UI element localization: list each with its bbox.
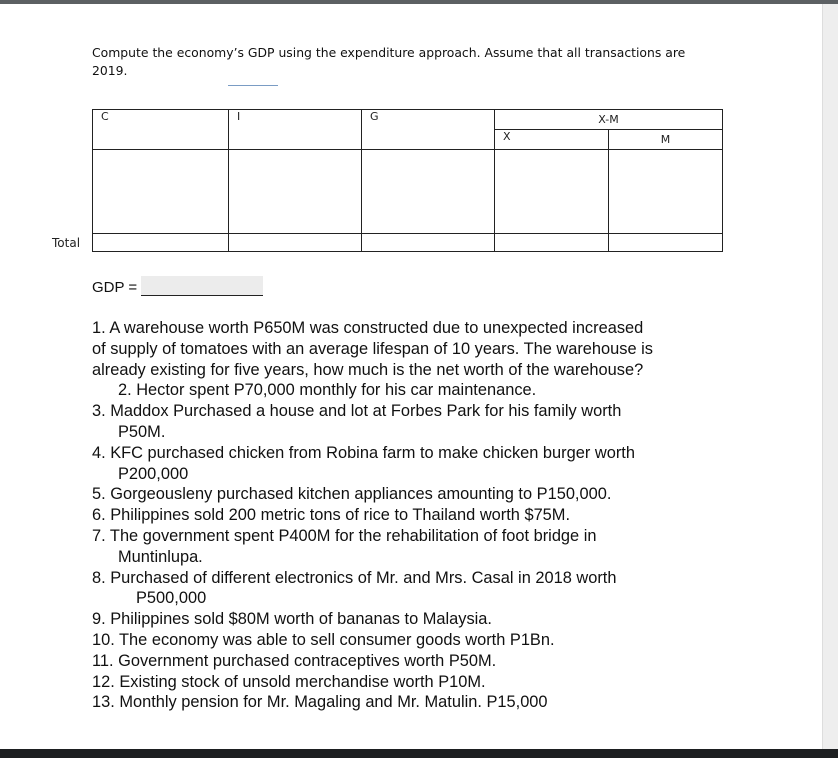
cell-g[interactable] — [362, 150, 495, 234]
header-x-minus-m: X-M — [495, 110, 723, 130]
total-i[interactable] — [229, 234, 362, 252]
problem-line: already existing for five years, how much is the net worth of the warehouse? — [92, 360, 644, 379]
gdp-label: GDP = — [92, 279, 138, 296]
right-scroll-gutter[interactable] — [822, 4, 838, 749]
cell-c[interactable] — [93, 150, 229, 234]
instruction-line-2: 2019. — [92, 63, 128, 78]
cell-x[interactable] — [495, 150, 609, 234]
header-m: M — [609, 130, 723, 150]
problem-line: 10. The economy was able to sell consumer goods worth P1Bn. — [92, 630, 555, 649]
header-i: I — [229, 110, 362, 150]
problem-line: 4. KFC purchased chicken from Robina farm to make chicken burger worth — [92, 443, 635, 462]
problem-line: 2. Hector spent P70,000 monthly for his car maintenance. — [118, 381, 537, 400]
instruction-text — [92, 44, 752, 80]
problem-line: 6. Philippines sold 200 metric tons of rice to Thailand worth $75M. — [92, 506, 571, 525]
problem-line: 9. Philippines sold $80M worth of bananas to Malaysia. — [92, 610, 492, 629]
problem-line: P50M. — [118, 422, 166, 441]
problem-line: 7. The government spent P400M for the rehabilitation of foot bridge in — [92, 526, 597, 545]
header-g: G — [362, 110, 495, 150]
problem-line: of supply of tomatoes with an average lifespan of 10 years. The warehouse is — [92, 339, 653, 358]
gdp-expenditure-table — [92, 109, 723, 252]
total-g[interactable] — [362, 234, 495, 252]
problem-line: 12. Existing stock of unsold merchandise worth P10M. — [92, 672, 486, 691]
problem-line: 3. Maddox Purchased a house and lot at Forbes Park for his family worth — [92, 402, 622, 421]
total-row-label: Total — [52, 236, 81, 250]
total-c[interactable] — [93, 234, 229, 252]
header-c: C — [93, 110, 229, 150]
gdp-answer-blank[interactable] — [141, 276, 263, 296]
total-m[interactable] — [609, 234, 723, 252]
bottom-border — [0, 749, 838, 758]
blue-underline-mark — [228, 85, 278, 86]
total-x[interactable] — [495, 234, 609, 252]
problem-line: Muntinlupa. — [118, 547, 203, 566]
problem-line: 1. A warehouse worth P650M was constructed due to unexpected increased — [92, 319, 644, 337]
problem-line: 5. Gorgeousleny purchased kitchen appliances amounting to P150,000. — [92, 485, 612, 504]
top-border — [0, 0, 838, 4]
problem-line: P500,000 — [136, 589, 207, 608]
header-x: X — [495, 130, 609, 150]
problem-line: 13. Monthly pension for Mr. Magaling and Mr. Matulin. P15,000 — [92, 693, 548, 712]
instruction-line-1: Compute the economy’s GDP using the expenditure approach. Assume that all transactions are — [92, 45, 686, 60]
gdp-answer-line — [92, 276, 263, 296]
problem-line: 11. Government purchased contraceptives worth P50M. — [92, 651, 497, 670]
cell-i[interactable] — [229, 150, 362, 234]
problem-line: P200,000 — [118, 464, 189, 483]
problem-line: 8. Purchased of different electronics of Mr. and Mrs. Casal in 2018 worth — [92, 568, 617, 587]
problem-list — [92, 318, 732, 713]
cell-m[interactable] — [609, 150, 723, 234]
